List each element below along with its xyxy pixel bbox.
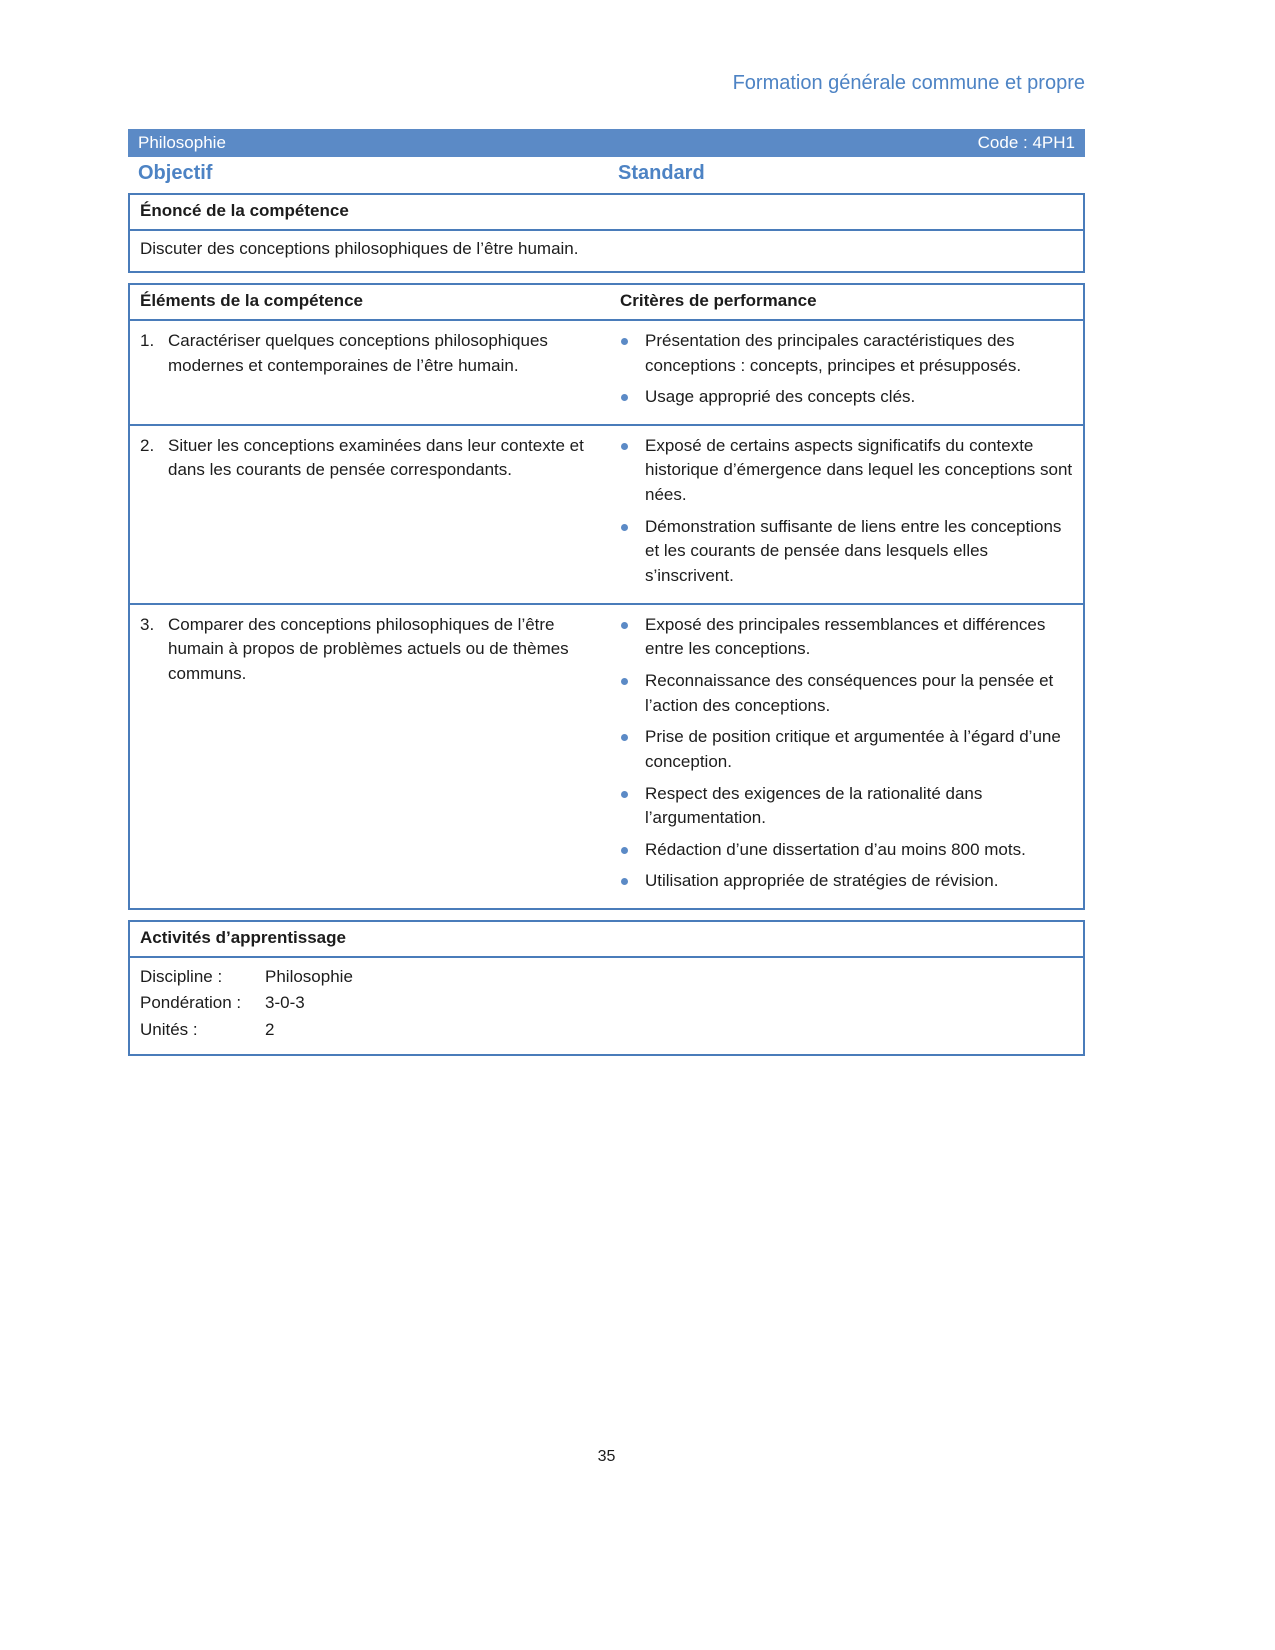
bullet-icon (621, 394, 628, 401)
page-number: 35 (597, 1448, 616, 1465)
enonce-body (130, 231, 1083, 272)
criteria-text: Démonstration suffisante de liens entre les conceptions et les courants de pensée dans lesquels elles s’inscrivent. (645, 516, 1062, 586)
bullet-icon (621, 847, 628, 854)
standard-heading: Standard (618, 162, 705, 184)
criteria-text: Exposé de certains aspects significatifs du contexte historique d’émergence dans lequel les conceptions sont nées. (645, 435, 1073, 505)
enonce-text: Discuter des conceptions philosophiques de l’être humain. (140, 238, 579, 258)
table-row (130, 424, 1083, 603)
activites-header: Activités d’apprentissage (130, 922, 1083, 958)
running-header (128, 0, 1085, 95)
activites-row (140, 990, 1073, 1017)
table-row (130, 321, 1083, 424)
activites-label: Discipline : (140, 966, 223, 986)
criteria-text: Reconnaissance des conséquences pour la pensée et l’action des conceptions. (645, 670, 1054, 715)
element-cell (130, 321, 602, 424)
activites-row (140, 964, 1073, 991)
criteria-item (620, 385, 1073, 410)
criteria-text: Usage approprié des concepts clés. (645, 387, 916, 407)
activites-label: Unités : (140, 1020, 198, 1040)
criteria-cell (602, 605, 1083, 908)
course-code: Code : 4PH1 (977, 133, 1075, 152)
criteria-item (620, 725, 1073, 774)
criteria-text: Utilisation appropriée de stratégies de révision. (645, 871, 999, 891)
activites-value: 3-0-3 (265, 993, 305, 1013)
subject-name: Philosophie (138, 133, 226, 152)
bullet-icon (621, 622, 628, 629)
criteria-item (620, 669, 1073, 718)
bullet-icon (621, 678, 628, 685)
element-number: 1. (140, 330, 155, 350)
criteria-text: Exposé des principales ressemblances et différences entre les conceptions. (645, 614, 1046, 659)
element-number: 2. (140, 435, 155, 455)
element-text: Situer les conceptions examinées dans leur contexte et dans les courants de pensée correspondants. (168, 435, 584, 480)
competence-table (128, 283, 1085, 910)
criteria-item (620, 782, 1073, 831)
criteria-cell (602, 321, 1083, 424)
enonce-box (128, 193, 1085, 273)
section-headings-row (128, 162, 1085, 185)
criteria-text: Respect des exigences de la rationalité dans l’argumentation. (645, 783, 983, 828)
element-text: Comparer des conceptions philosophiques de l’être humain à propos de problèmes actuels ou de thèmes communs. (168, 614, 569, 683)
content-area (128, 0, 1085, 1056)
criteria-item (620, 838, 1073, 863)
criteres-column-header: Critères de performance (620, 291, 817, 311)
criteria-item (620, 434, 1073, 508)
table-header-row (130, 285, 1083, 321)
enonce-header: Énoncé de la compétence (130, 195, 1083, 231)
criteria-text: Prise de position critique et argumentée à l’égard d’une conception. (645, 727, 1061, 771)
criteria-item (620, 613, 1073, 662)
bullet-icon (621, 734, 628, 741)
elements-column-header: Éléments de la compétence (140, 291, 363, 311)
running-header-text: Formation générale commune et propre (732, 72, 1085, 94)
element-cell (130, 426, 602, 603)
criteria-text: Rédaction d’une dissertation d’au moins 800 mots. (645, 839, 1026, 859)
criteria-item (620, 515, 1073, 589)
bullet-icon (621, 524, 628, 531)
subject-title-bar (128, 129, 1085, 157)
bullet-icon (621, 791, 628, 798)
activites-box (128, 920, 1085, 1056)
criteria-item (620, 869, 1073, 894)
activites-label: Pondération : (140, 993, 242, 1013)
bullet-icon (621, 878, 628, 885)
activites-body (130, 958, 1083, 1054)
bullet-icon (621, 443, 628, 450)
criteria-cell (602, 426, 1083, 603)
element-number: 3. (140, 614, 155, 634)
element-cell (130, 605, 602, 908)
element-text: Caractériser quelques conceptions philosophiques modernes et contemporaines de l’être humain. (168, 330, 548, 375)
bullet-icon (621, 338, 628, 345)
activites-value: Philosophie (265, 966, 353, 986)
table-row (130, 603, 1083, 908)
activites-value: 2 (265, 1020, 275, 1040)
criteria-text: Présentation des principales caractéristiques des conceptions : concepts, principes et présupposés. (645, 330, 1022, 375)
activites-row (140, 1017, 1073, 1044)
criteria-item (620, 329, 1073, 378)
objectif-heading: Objectif (138, 162, 213, 184)
